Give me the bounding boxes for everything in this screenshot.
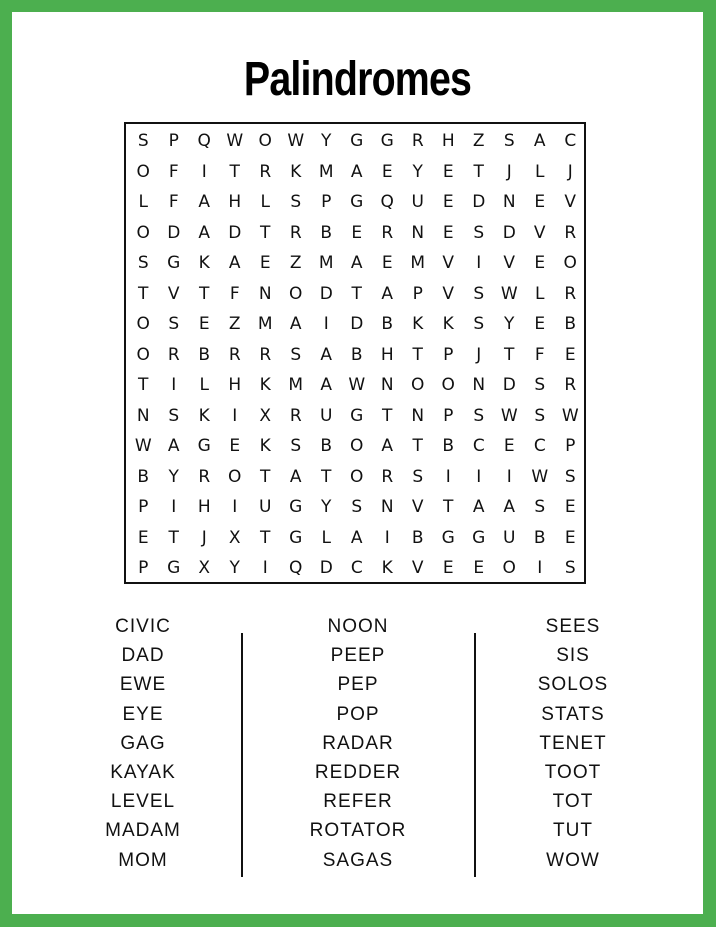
- grid-letter[interactable]: N: [502, 192, 516, 212]
- grid-letter[interactable]: M: [257, 314, 273, 334]
- grid-letter[interactable]: T: [229, 161, 240, 182]
- grid-letter[interactable]: K: [290, 161, 302, 182]
- grid-letter[interactable]: B: [137, 466, 150, 487]
- grid-letter[interactable]: T: [412, 344, 423, 365]
- grid-letter[interactable]: B: [411, 527, 424, 548]
- grid-letter[interactable]: X: [259, 405, 272, 426]
- grid-letter[interactable]: O: [350, 466, 364, 487]
- grid-letter[interactable]: G: [380, 131, 394, 151]
- word-list-item: MADAM: [105, 820, 181, 842]
- grid-letter[interactable]: R: [259, 344, 272, 365]
- grid-row: [126, 157, 584, 188]
- grid-letter[interactable]: U: [259, 497, 272, 517]
- grid-letter[interactable]: S: [534, 497, 546, 517]
- grid-row: [126, 462, 584, 493]
- grid-letter[interactable]: V: [442, 283, 455, 304]
- grid-letter[interactable]: A: [503, 497, 516, 517]
- grid-letter[interactable]: B: [320, 222, 333, 243]
- grid-letter[interactable]: I: [201, 161, 207, 182]
- grid-letter[interactable]: R: [564, 375, 577, 395]
- grid-letter[interactable]: I: [384, 527, 390, 548]
- grid-letter[interactable]: A: [533, 131, 546, 151]
- word-list-item: CIVIC: [115, 616, 171, 637]
- grid-letter[interactable]: Q: [197, 131, 211, 151]
- grid-letter[interactable]: E: [503, 436, 515, 456]
- word-list-item: PEP: [337, 674, 379, 696]
- grid-row: [126, 370, 584, 401]
- grid-letter[interactable]: B: [198, 344, 211, 365]
- grid-letter[interactable]: O: [502, 558, 516, 578]
- grid-letter[interactable]: D: [502, 222, 516, 243]
- grid-letter[interactable]: W: [531, 466, 549, 487]
- grid-letter[interactable]: S: [534, 405, 546, 426]
- grid-letter[interactable]: G: [350, 131, 364, 151]
- grid-letter[interactable]: O: [136, 314, 150, 334]
- grid-letter[interactable]: G: [441, 527, 455, 548]
- word-list-item: REFER: [323, 791, 393, 813]
- grid-letter[interactable]: S: [137, 253, 149, 273]
- grid-letter[interactable]: R: [259, 161, 272, 182]
- grid-letter[interactable]: E: [381, 161, 393, 182]
- worksheet-page: [12, 12, 703, 914]
- grid-letter[interactable]: P: [138, 558, 149, 578]
- grid-row: [126, 553, 584, 584]
- grid-letter[interactable]: S: [473, 283, 485, 304]
- word-list-item: STATS: [541, 703, 605, 725]
- grid-letter[interactable]: J: [201, 527, 207, 548]
- grid-letter[interactable]: P: [321, 192, 332, 212]
- word-list-item: POP: [336, 703, 380, 725]
- grid-letter[interactable]: Y: [229, 558, 240, 578]
- grid-letter[interactable]: G: [197, 436, 211, 456]
- grid-letter[interactable]: U: [411, 192, 424, 212]
- grid-letter[interactable]: G: [289, 497, 303, 517]
- grid-letter[interactable]: V: [442, 253, 455, 273]
- grid-letter[interactable]: O: [136, 222, 150, 243]
- grid-letter[interactable]: O: [136, 161, 150, 182]
- grid-letter[interactable]: Y: [412, 161, 423, 182]
- grid-letter[interactable]: M: [410, 253, 426, 273]
- word-list: [12, 612, 703, 882]
- grid-letter[interactable]: H: [441, 131, 455, 151]
- grid-letter[interactable]: A: [381, 436, 394, 456]
- grid-letter[interactable]: G: [350, 192, 364, 212]
- grid-letter[interactable]: R: [198, 466, 211, 487]
- grid-row: [126, 218, 584, 249]
- grid-letter[interactable]: E: [534, 192, 546, 212]
- grid-letter[interactable]: E: [564, 527, 576, 548]
- word-list-item: TOT: [552, 791, 594, 813]
- grid-letter[interactable]: O: [289, 283, 303, 304]
- word-list-item: EYE: [122, 703, 164, 725]
- grid-letter[interactable]: T: [504, 344, 515, 365]
- grid-letter[interactable]: E: [442, 192, 454, 212]
- grid-letter[interactable]: K: [198, 405, 210, 426]
- grid-letter[interactable]: A: [350, 253, 363, 273]
- grid-row: [126, 126, 584, 157]
- grid-letter[interactable]: S: [412, 466, 424, 487]
- grid-letter[interactable]: Q: [289, 558, 303, 578]
- grid-letter[interactable]: I: [232, 497, 238, 517]
- grid-letter[interactable]: X: [198, 558, 211, 578]
- grid-letter[interactable]: E: [229, 436, 241, 456]
- grid-row: [126, 248, 584, 279]
- grid-letter[interactable]: B: [442, 436, 455, 456]
- word-list-item: KAYAK: [110, 761, 176, 783]
- grid-letter[interactable]: B: [320, 436, 333, 456]
- grid-letter[interactable]: U: [503, 527, 516, 548]
- grid-letter[interactable]: W: [500, 405, 518, 426]
- grid-row: [126, 309, 584, 340]
- grid-letter[interactable]: O: [441, 375, 455, 395]
- grid-letter[interactable]: E: [137, 527, 149, 548]
- grid-letter[interactable]: Y: [321, 131, 332, 151]
- grid-letter[interactable]: G: [167, 558, 181, 578]
- grid-letter[interactable]: I: [171, 375, 177, 395]
- grid-letter[interactable]: E: [473, 558, 485, 578]
- grid-letter[interactable]: A: [381, 283, 394, 304]
- grid-letter[interactable]: S: [168, 314, 180, 334]
- grid-letter[interactable]: O: [258, 131, 272, 151]
- grid-letter[interactable]: W: [134, 436, 152, 456]
- grid-letter[interactable]: T: [412, 436, 423, 456]
- grid-row: [126, 279, 584, 310]
- grid-letter[interactable]: E: [442, 222, 454, 243]
- grid-letter[interactable]: H: [228, 192, 242, 212]
- grid-letter[interactable]: Y: [504, 314, 515, 334]
- grid-letter[interactable]: E: [442, 558, 454, 578]
- grid-letter[interactable]: Z: [289, 253, 302, 273]
- grid-letter[interactable]: A: [350, 527, 363, 548]
- grid-letter[interactable]: I: [537, 558, 543, 578]
- grid-letter[interactable]: X: [228, 527, 241, 548]
- grid-letter[interactable]: S: [564, 558, 576, 578]
- grid-letter[interactable]: R: [289, 405, 302, 426]
- grid-letter[interactable]: F: [168, 192, 179, 212]
- word-list-item: SIS: [556, 645, 590, 667]
- grid-letter[interactable]: N: [411, 222, 425, 243]
- grid-letter[interactable]: D: [228, 222, 242, 243]
- grid-letter[interactable]: R: [411, 131, 424, 151]
- grid-letter[interactable]: T: [382, 405, 393, 426]
- grid-letter[interactable]: C: [350, 558, 363, 578]
- grid-row: [126, 523, 584, 554]
- grid-letter[interactable]: V: [503, 253, 516, 273]
- grid-letter[interactable]: V: [411, 497, 424, 517]
- grid-letter[interactable]: N: [411, 405, 425, 426]
- grid-letter[interactable]: Z: [472, 131, 485, 151]
- grid-letter[interactable]: P: [443, 405, 454, 426]
- word-list-item: EWE: [119, 674, 167, 696]
- grid-letter[interactable]: E: [534, 253, 546, 273]
- grid-letter[interactable]: N: [380, 375, 394, 395]
- grid-letter[interactable]: O: [411, 375, 425, 395]
- grid-letter[interactable]: P: [565, 436, 576, 456]
- grid-letter[interactable]: U: [320, 405, 333, 426]
- grid-letter[interactable]: S: [473, 222, 485, 243]
- grid-row: [126, 431, 584, 462]
- grid-letter[interactable]: Z: [228, 314, 241, 334]
- word-column-1: [43, 612, 243, 875]
- grid-letter[interactable]: R: [228, 344, 241, 365]
- grid-letter[interactable]: T: [199, 283, 210, 304]
- grid-letter[interactable]: H: [197, 497, 211, 517]
- grid-letter[interactable]: I: [232, 405, 238, 426]
- grid-letter[interactable]: A: [350, 161, 363, 182]
- grid-letter[interactable]: B: [381, 314, 394, 334]
- grid-letter[interactable]: K: [259, 375, 271, 395]
- grid-letter[interactable]: D: [502, 375, 516, 395]
- grid-letter[interactable]: W: [226, 131, 244, 151]
- word-list-item: ROTATOR: [309, 820, 407, 842]
- grid-letter[interactable]: E: [381, 253, 393, 273]
- word-list-item: SAGAS: [322, 849, 394, 871]
- grid-letter[interactable]: G: [350, 405, 364, 426]
- grid-letter[interactable]: P: [443, 344, 454, 365]
- grid-letter[interactable]: A: [289, 314, 302, 334]
- grid-letter[interactable]: W: [287, 131, 305, 151]
- grid-letter[interactable]: E: [198, 314, 210, 334]
- grid-letter[interactable]: J: [476, 344, 482, 365]
- grid-letter[interactable]: R: [381, 222, 394, 243]
- word-list-item: SEES: [545, 616, 601, 637]
- grid-letter[interactable]: W: [348, 375, 366, 395]
- grid-letter[interactable]: B: [350, 344, 363, 365]
- grid-letter[interactable]: Y: [321, 497, 332, 517]
- grid-letter[interactable]: T: [260, 222, 271, 243]
- word-column-3: [473, 612, 673, 875]
- grid-letter[interactable]: H: [228, 375, 242, 395]
- grid-letter[interactable]: T: [138, 283, 149, 304]
- grid-letter[interactable]: O: [228, 466, 242, 487]
- grid-letter[interactable]: Y: [168, 466, 179, 487]
- page-title: Palindromes: [243, 53, 472, 106]
- grid-letter[interactable]: C: [533, 436, 546, 456]
- grid-letter[interactable]: T: [351, 283, 362, 304]
- grid-letter[interactable]: M: [318, 253, 334, 273]
- grid-letter[interactable]: R: [289, 222, 302, 243]
- grid-letter[interactable]: I: [476, 466, 482, 487]
- grid-letter[interactable]: Q: [380, 192, 394, 212]
- grid-letter[interactable]: P: [412, 283, 423, 304]
- grid-letter[interactable]: S: [503, 131, 515, 151]
- grid-letter[interactable]: S: [564, 466, 576, 487]
- grid-letter[interactable]: D: [319, 283, 333, 304]
- grid-letter[interactable]: V: [564, 192, 577, 212]
- grid-letter[interactable]: I: [476, 253, 482, 273]
- grid-letter[interactable]: L: [260, 192, 270, 212]
- grid-letter[interactable]: R: [564, 222, 577, 243]
- grid-letter[interactable]: T: [260, 527, 271, 548]
- grid-letter[interactable]: S: [534, 375, 546, 395]
- grid-letter[interactable]: K: [198, 253, 210, 273]
- grid-letter[interactable]: B: [533, 527, 546, 548]
- grid-letter[interactable]: M: [318, 161, 334, 182]
- grid-letter[interactable]: C: [564, 131, 577, 151]
- grid-letter[interactable]: G: [472, 527, 486, 548]
- grid-letter[interactable]: E: [564, 344, 576, 365]
- grid-letter[interactable]: A: [198, 222, 211, 243]
- word-list-item: SOLOS: [537, 674, 609, 696]
- grid-letter[interactable]: S: [137, 131, 149, 151]
- grid-letter[interactable]: O: [136, 344, 150, 365]
- word-list-item: TENET: [539, 732, 607, 754]
- grid-letter[interactable]: L: [535, 161, 545, 182]
- word-column-2: [258, 612, 458, 875]
- word-list-item: REDDER: [314, 761, 402, 783]
- word-list-item: NOON: [327, 616, 389, 637]
- word-list-item: PEEP: [330, 645, 386, 667]
- grid-letter[interactable]: E: [534, 314, 546, 334]
- grid-letter[interactable]: E: [442, 161, 454, 182]
- grid-letter[interactable]: A: [320, 344, 333, 365]
- word-list-item: MOM: [118, 849, 168, 871]
- grid-letter[interactable]: A: [167, 436, 180, 456]
- grid-letter[interactable]: A: [472, 497, 485, 517]
- grid-letter[interactable]: V: [533, 222, 546, 243]
- grid-letter[interactable]: I: [445, 466, 451, 487]
- grid-letter[interactable]: A: [228, 253, 241, 273]
- grid-letter[interactable]: H: [380, 344, 394, 365]
- grid-letter[interactable]: P: [168, 131, 179, 151]
- word-list-item: TOOT: [544, 761, 602, 783]
- grid-letter[interactable]: F: [168, 161, 179, 182]
- grid-letter[interactable]: S: [290, 344, 302, 365]
- grid-letter[interactable]: K: [442, 314, 454, 334]
- grid-letter[interactable]: S: [473, 405, 485, 426]
- grid-letter[interactable]: I: [323, 314, 329, 334]
- grid-letter[interactable]: N: [472, 375, 486, 395]
- grid-letter[interactable]: L: [138, 192, 148, 212]
- grid-letter[interactable]: S: [290, 436, 302, 456]
- grid-letter[interactable]: S: [473, 314, 485, 334]
- grid-letter[interactable]: T: [138, 375, 149, 395]
- grid-letter[interactable]: N: [136, 405, 150, 426]
- grid-row: [126, 187, 584, 218]
- grid-letter[interactable]: R: [381, 466, 394, 487]
- grid-letter[interactable]: A: [320, 375, 333, 395]
- grid-letter[interactable]: E: [564, 497, 576, 517]
- grid-letter[interactable]: I: [171, 497, 177, 517]
- grid-letter[interactable]: D: [472, 192, 486, 212]
- word-list-item: TUT: [553, 820, 593, 842]
- word-list-item: GAG: [120, 732, 166, 754]
- grid-letter[interactable]: A: [289, 466, 302, 487]
- grid-row: [126, 340, 584, 371]
- grid-letter[interactable]: K: [259, 436, 271, 456]
- word-list-item: WOW: [546, 849, 600, 871]
- grid-letter[interactable]: N: [380, 497, 394, 517]
- grid-letter[interactable]: T: [473, 161, 484, 182]
- grid-letter[interactable]: P: [138, 497, 149, 517]
- grid-letter[interactable]: S: [290, 192, 302, 212]
- grid-letter[interactable]: I: [262, 558, 268, 578]
- grid-letter[interactable]: W: [561, 405, 579, 426]
- grid-letter[interactable]: E: [259, 253, 271, 273]
- grid-letter[interactable]: L: [199, 375, 209, 395]
- grid-letter[interactable]: O: [350, 436, 364, 456]
- grid-letter[interactable]: A: [198, 192, 211, 212]
- grid-letter[interactable]: F: [229, 283, 240, 304]
- grid-letter[interactable]: V: [167, 283, 180, 304]
- grid-letter[interactable]: R: [167, 344, 180, 365]
- grid-letter[interactable]: G: [289, 527, 303, 548]
- grid-row: [126, 492, 584, 523]
- grid-letter[interactable]: T: [168, 527, 179, 548]
- word-list-item: RADAR: [322, 732, 394, 754]
- grid-letter[interactable]: C: [472, 436, 485, 456]
- grid-letter[interactable]: N: [258, 283, 272, 304]
- word-list-item: DAD: [121, 645, 165, 667]
- grid-letter[interactable]: F: [534, 344, 545, 365]
- grid-letter[interactable]: B: [564, 314, 577, 334]
- grid-letter[interactable]: K: [381, 558, 393, 578]
- grid-letter[interactable]: V: [411, 558, 424, 578]
- grid-letter[interactable]: T: [260, 466, 271, 487]
- grid-letter[interactable]: T: [443, 497, 454, 517]
- grid-letter[interactable]: D: [167, 222, 181, 243]
- grid-letter[interactable]: L: [535, 283, 545, 304]
- word-list-item: LEVEL: [110, 791, 176, 813]
- grid-letter[interactable]: W: [500, 283, 518, 304]
- word-search-grid: [124, 122, 586, 584]
- grid-letter[interactable]: E: [351, 222, 363, 243]
- grid-letter[interactable]: T: [321, 466, 332, 487]
- grid-letter[interactable]: R: [564, 283, 577, 304]
- grid-letter[interactable]: L: [321, 527, 331, 548]
- grid-row: [126, 401, 584, 432]
- grid-letter[interactable]: D: [319, 558, 333, 578]
- grid-letter[interactable]: S: [351, 497, 363, 517]
- grid-letter[interactable]: M: [288, 375, 304, 395]
- grid-letter[interactable]: G: [167, 253, 181, 273]
- grid-letter[interactable]: O: [563, 253, 577, 273]
- grid-letter[interactable]: K: [412, 314, 424, 334]
- grid-letter[interactable]: S: [168, 405, 180, 426]
- grid-letter[interactable]: D: [350, 314, 364, 334]
- grid-letter[interactable]: J: [567, 161, 573, 182]
- grid-letter[interactable]: J: [506, 161, 512, 182]
- grid-letter[interactable]: I: [506, 466, 512, 487]
